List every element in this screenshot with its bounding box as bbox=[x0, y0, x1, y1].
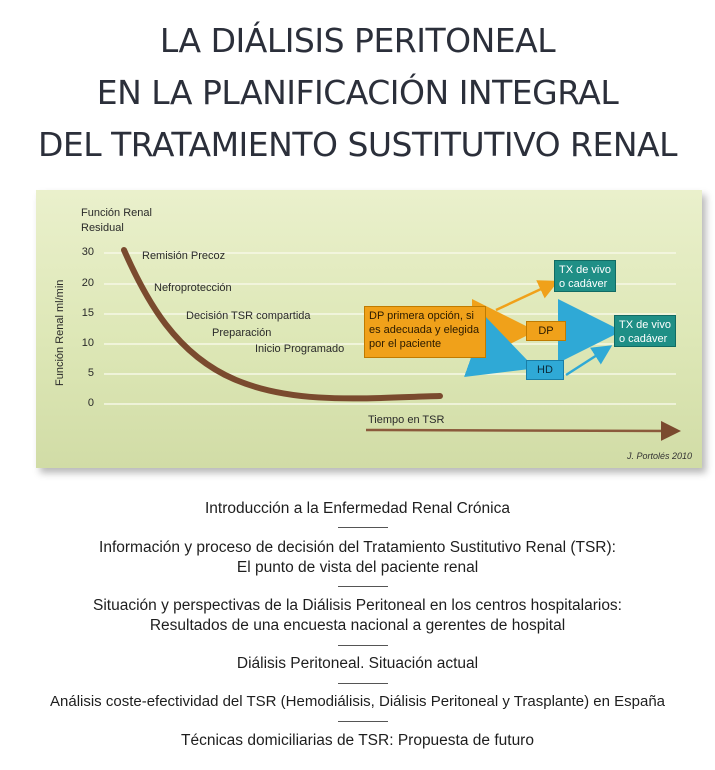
curve-label-line-1: Función Renal bbox=[81, 207, 152, 219]
toc-item-2-line-1: Información y proceso de decisión del Tratamiento Sustitutivo Renal (TSR): bbox=[99, 539, 616, 556]
toc-item-4 bbox=[0, 654, 715, 674]
dp-box: DP bbox=[526, 321, 566, 341]
title-line-3: DEL TRATAMIENTO SUSTITUTIVO RENAL bbox=[38, 125, 677, 164]
toc-separator bbox=[338, 527, 388, 528]
toc-separator bbox=[338, 683, 388, 684]
arrow-to-hd bbox=[492, 353, 520, 363]
toc-separator bbox=[338, 721, 388, 722]
toc-item-1-line-1: Introducción a la Enfermedad Renal Crónica bbox=[204, 500, 510, 517]
diagram-panel bbox=[36, 190, 702, 468]
toc-item-3-line-2: Resultados de una encuesta nacional a gerentes de hospital bbox=[149, 617, 566, 634]
y-axis-label: Función Renal ml/min bbox=[54, 279, 66, 386]
credit: J. Portolés 2010 bbox=[626, 451, 692, 461]
y-tick-20: 20 bbox=[81, 277, 94, 289]
toc-item-5-line-1: Análisis coste-efectividad del TSR (Hemodiálisis, Diálisis Peritoneal y Trasplante) en España bbox=[50, 693, 665, 710]
stage-decision-tsr: Decisión TSR compartida bbox=[186, 310, 311, 322]
toc-item-4-line-1: Diálisis Peritoneal. Situación actual bbox=[236, 655, 479, 672]
hd-box: HD bbox=[526, 360, 564, 380]
y-tick-0: 0 bbox=[87, 397, 94, 409]
toc-item-6-line-1: Técnicas domiciliarias de TSR: Propuesta de futuro bbox=[181, 732, 534, 749]
stage-inicio-programado: Inicio Programado bbox=[255, 343, 345, 355]
y-tick-15: 15 bbox=[81, 307, 94, 319]
toc-item-5 bbox=[0, 692, 715, 712]
x-axis-label: Tiempo en TSR bbox=[368, 414, 445, 426]
y-tick-5: 5 bbox=[87, 367, 94, 379]
time-arrow bbox=[366, 430, 676, 431]
title-line-1: LA DIÁLISIS PERITONEAL bbox=[159, 21, 556, 60]
tx-box-top: TX de vivo o cadáver bbox=[554, 260, 616, 292]
toc-item-6 bbox=[0, 731, 715, 751]
decision-box: DP primera opción, si es adecuada y elegida por el paciente bbox=[364, 306, 486, 358]
tx-box-right: TX de vivo o cadáver bbox=[614, 315, 676, 347]
toc-item-3 bbox=[0, 596, 715, 636]
title-line-2: EN LA PLANIFICACIÓN INTEGRAL bbox=[96, 73, 619, 112]
toc-item-1 bbox=[0, 499, 715, 519]
toc-item-2-line-2: El punto de vista del paciente renal bbox=[236, 559, 479, 576]
arrow-hd-to-tx bbox=[566, 348, 608, 375]
toc-item-3-line-1: Situación y perspectivas de la Diálisis Peritoneal en los centros hospitalarios: bbox=[93, 597, 622, 614]
stage-nefroproteccion: Nefroprotección bbox=[154, 282, 232, 294]
stage-preparacion: Preparación bbox=[212, 327, 272, 339]
toc-separator bbox=[338, 645, 388, 646]
stage-remision-precoz: Remisión Precoz bbox=[142, 250, 226, 262]
toc-item-2 bbox=[0, 538, 715, 578]
y-tick-10: 10 bbox=[81, 337, 94, 349]
y-tick-30: 30 bbox=[81, 246, 94, 258]
arrow-to-tx-top bbox=[496, 283, 554, 310]
toc-separator bbox=[338, 586, 388, 587]
curve-label-line-2: Residual bbox=[81, 222, 124, 234]
